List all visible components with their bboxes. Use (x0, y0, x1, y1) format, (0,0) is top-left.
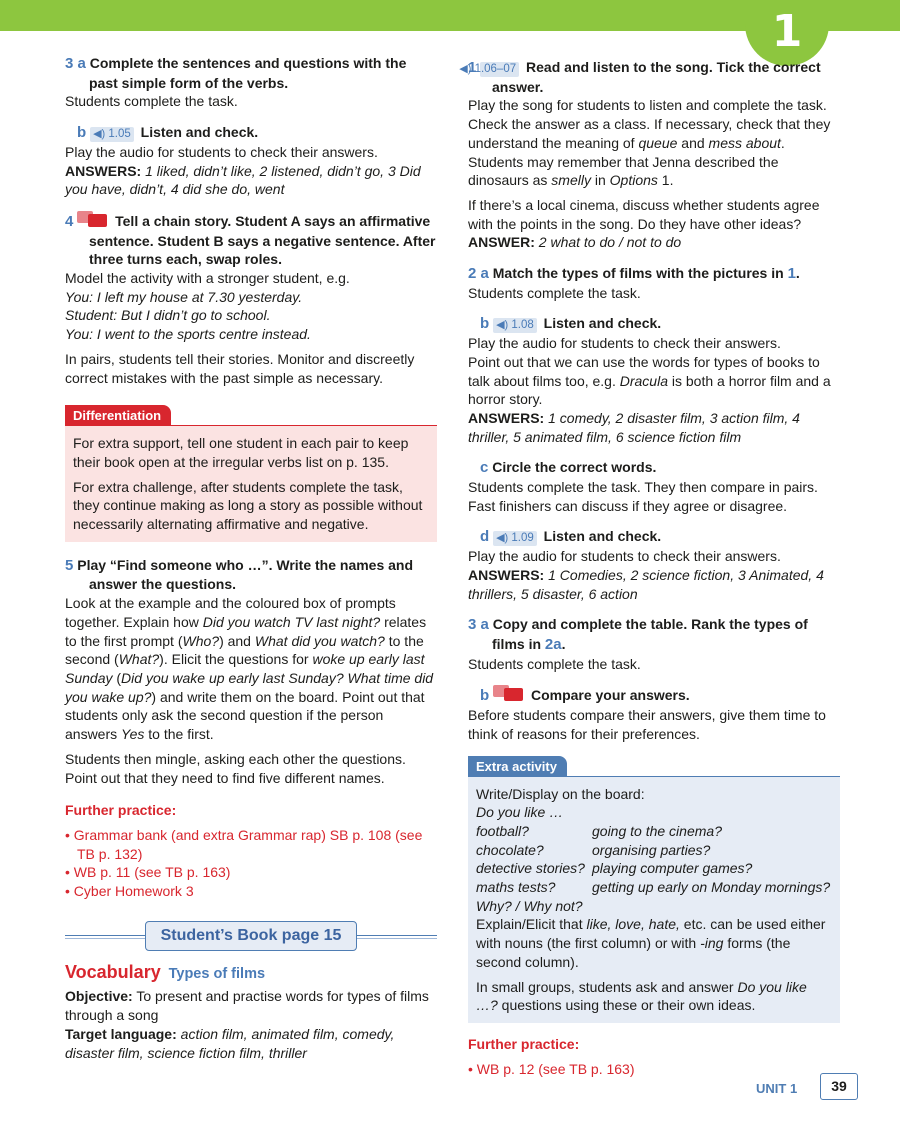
exercise-instruction: Copy and complete the table. Rank the types of films in (492, 616, 808, 652)
exercise-number: 2 a (468, 265, 489, 283)
prompt-cell: maths tests? (476, 879, 556, 896)
audio-track-number: 1.08 (511, 319, 534, 332)
exercise-number: c (480, 459, 489, 477)
answers-label: ANSWERS: (65, 162, 142, 179)
exercise-reference: 2a (544, 635, 562, 653)
exercise-text: Model the activity with a stronger student, e.g. (65, 270, 350, 287)
exercise-3a (65, 54, 437, 92)
exercise-text: Look at the example and the coloured box of prompts together. Explain how Did you watch TV last night? relates to the first prompt (Who?) and What did you watch? to the second (What?). Elicit the questions for woke up early last Sunday (Did you wake up early last Sunday? What time did you wake up?) and write them on the board. Point out that students only ask the second question if the person answers Yes to the first. (65, 595, 434, 743)
unit-number: 1 (771, 6, 803, 57)
exercise-5 (65, 556, 437, 594)
exercise-instruction: Play “Find someone who …”. Write the names and answer the questions. (77, 556, 414, 593)
audio-track-number: 1.06–07 (474, 63, 517, 75)
example-line: Student: But I didn’t go to school. (65, 307, 271, 324)
audio-track-badge[interactable] (459, 62, 519, 77)
exercise-1 (459, 54, 840, 96)
extra-text: Explain/Elicit that like, love, hate, etc. can be used either with nouns (the first column) or with -ing forms (the second column). (476, 916, 826, 970)
students-book-page-label: Student’s Book page 15 (145, 921, 357, 951)
exercise-text: Students complete the task. They then compare in pairs. Fast finishers can discuss if they agree or disagree. (468, 479, 818, 514)
exercise-3a-right: 3 a Copy and complete the table. Rank the types of films in 2a. (468, 616, 808, 653)
exercise-number: 4 (65, 212, 74, 230)
exercise-text: Play the audio for students to check their answers. (65, 143, 378, 160)
prompt-cell: detective stories? (476, 860, 585, 877)
speaker-icon: ◀) (93, 128, 106, 141)
footer-unit-label: UNIT 1 (756, 1081, 798, 1096)
exercise-number: b (480, 315, 490, 333)
exercise-note: Students complete the task. (65, 93, 238, 110)
exercise-note: Students complete the task. (468, 284, 641, 301)
right-column (459, 54, 840, 1078)
exercise-instruction: Compare your answers. (530, 687, 690, 704)
exercise-number: 5 (65, 556, 74, 574)
further-practice-item[interactable]: • Cyber Homework 3 (65, 882, 437, 901)
further-practice-title: Further practice: (468, 1035, 580, 1052)
exercise-number: 3 a (65, 55, 86, 72)
page-number: 39 (820, 1073, 858, 1100)
audio-track-number: 1.05 (108, 128, 131, 141)
exercise-text: Play the song for students to listen and complete the task. Check the answer as a class. If necessary, check that they understand the meaning of queue and mess about. Students may remember that Jenna described the dinosaurs as smelly in Options 1. (468, 97, 831, 189)
example-line: You: I went to the sports centre instead. (65, 326, 311, 343)
exercise-instruction: Read and listen to the song. Tick the correct answer. (492, 59, 821, 95)
exercise-text: Play the audio for students to check their answers. (468, 548, 781, 565)
exercise-3b-right (468, 685, 840, 706)
prompt-cell: football? (476, 822, 529, 839)
further-practice-list (468, 1060, 840, 1079)
exercise-2a: 2 a Match the types of films with the pictures in 1. (468, 265, 800, 283)
extra-activity-tab: Extra activity (468, 756, 567, 776)
vocabulary-title: Vocabulary (65, 961, 161, 982)
exercise-2c (468, 458, 840, 478)
differentiation-box (65, 405, 437, 542)
speaker-icon: ◀) (459, 63, 472, 75)
further-practice-item[interactable]: • WB p. 11 (see TB p. 163) (65, 863, 437, 882)
answers (65, 162, 437, 199)
exercise-instruction: Listen and check. (543, 315, 662, 332)
prompt-table (476, 822, 832, 897)
prompt-cell: organising parties? (592, 841, 711, 858)
exercise-4 (65, 211, 437, 269)
exercise-2d (468, 527, 840, 547)
exercise-reference: 1 (787, 265, 796, 283)
extra-activity-body (468, 776, 840, 1023)
exercise-text: If there’s a local cinema, discuss whether students agree with the points in the song. Do they have other ideas? (468, 196, 820, 232)
extra-activity-box (468, 756, 840, 1023)
audio-track-badge[interactable] (493, 531, 537, 546)
further-practice-item[interactable]: • WB p. 12 (see TB p. 163) (468, 1060, 840, 1079)
exercise-number: b (77, 124, 87, 142)
further-practice-item[interactable]: • Grammar bank (and extra Grammar rap) SB p. 108 (see TB p. 132) (65, 826, 437, 863)
exercise-2b (468, 314, 840, 334)
prompt-cell: chocolate? (476, 841, 544, 858)
speech-bubbles-icon (77, 211, 109, 229)
extra-text: Do you like … (476, 804, 564, 821)
exercise-text: Play the audio for students to check their answers. (468, 335, 781, 352)
audio-track-number: 1.09 (511, 532, 534, 545)
further-practice-title: Further practice: (65, 802, 177, 819)
exercise-text: Students then mingle, asking each other the questions. Point out that they need to find five different names. (65, 750, 406, 786)
target-language: Target language: action film, animated film, comedy, disaster film, science fiction film, thriller (65, 1025, 395, 1061)
exercise-instruction: Circle the correct words. (492, 459, 657, 476)
extra-text: Why? / Why not? (476, 897, 583, 914)
extra-text: In small groups, students ask and answer Do you like …? questions using these or their own ideas. (476, 978, 807, 1014)
differentiation-tab: Differentiation (65, 405, 171, 425)
exercise-text: In pairs, students tell their stories. Monitor and discreetly correct mistakes with the past simple as necessary. (65, 350, 415, 386)
answers-text: 1 liked, didn’t like, 2 listened, didn’t go, 3 Did you have, didn’t, 4 did she do, went (65, 162, 421, 198)
example-line: You: I left my house at 7.30 yesterday. (65, 288, 303, 305)
left-column (65, 54, 437, 1062)
differentiation-text: For extra challenge, after students complete the task, they continue making as long a story as possible without necessarily alternating affirmative and negative. (73, 478, 423, 533)
exercise-number: b (480, 687, 490, 705)
prompt-cell: going to the cinema? (592, 822, 722, 839)
further-practice-list (65, 826, 437, 901)
exercise-instruction: Listen and check. (140, 124, 259, 141)
exercise-3b (65, 123, 437, 143)
vocabulary-heading (65, 963, 437, 984)
prompt-cell: playing computer games? (592, 860, 753, 877)
exercise-text: Point out that we can use the words for types of books to talk about films too, e.g. Dracula is both a horror film and a horror story. (468, 353, 831, 408)
exercise-number: d (480, 528, 490, 546)
speaker-icon: ◀) (496, 532, 509, 545)
students-book-divider (65, 921, 437, 951)
exercise-instruction: Tell a chain story. Student A says an affirmative sentence. Student B says a negative sentence. After three turns each, swap roles. (89, 212, 436, 268)
exercise-number: 3 a (468, 616, 489, 634)
answer: ANSWER: 2 what to do / not to do (468, 234, 682, 251)
exercise-instruction: Listen and check. (543, 528, 662, 545)
exercise-instruction: Match the types of films with the pictures in (492, 265, 788, 282)
exercise-text: Before students compare their answers, give them time to think of reasons for their preferences. (468, 707, 826, 742)
differentiation-body (65, 425, 437, 542)
speaker-icon: ◀) (496, 319, 509, 332)
audio-track-badge[interactable] (90, 127, 134, 142)
differentiation-text: For extra support, tell one student in each pair to keep their book open at the irregular verbs list on p. 135. (73, 435, 409, 470)
exercise-note: Students complete the task. (468, 655, 641, 672)
audio-track-badge[interactable] (493, 318, 537, 333)
speech-bubbles-icon (493, 685, 525, 703)
answers: ANSWERS: 1 Comedies, 2 science fiction, 3 Animated, 4 thrillers, 5 disaster, 6 action (468, 566, 824, 602)
answers: ANSWERS: 1 comedy, 2 disaster film, 3 action film, 4 thriller, 5 animated film, 6 science fiction film (468, 409, 800, 445)
exercise-instruction: Complete the sentences and questions with the past simple form of the verbs. (89, 55, 407, 91)
objective: Objective: To present and practise words for types of films through a song (65, 988, 429, 1024)
extra-text: Write/Display on the board: (476, 785, 645, 802)
prompt-cell: getting up early on Monday mornings? (592, 879, 831, 896)
vocabulary-subtitle: Types of films (168, 965, 266, 982)
